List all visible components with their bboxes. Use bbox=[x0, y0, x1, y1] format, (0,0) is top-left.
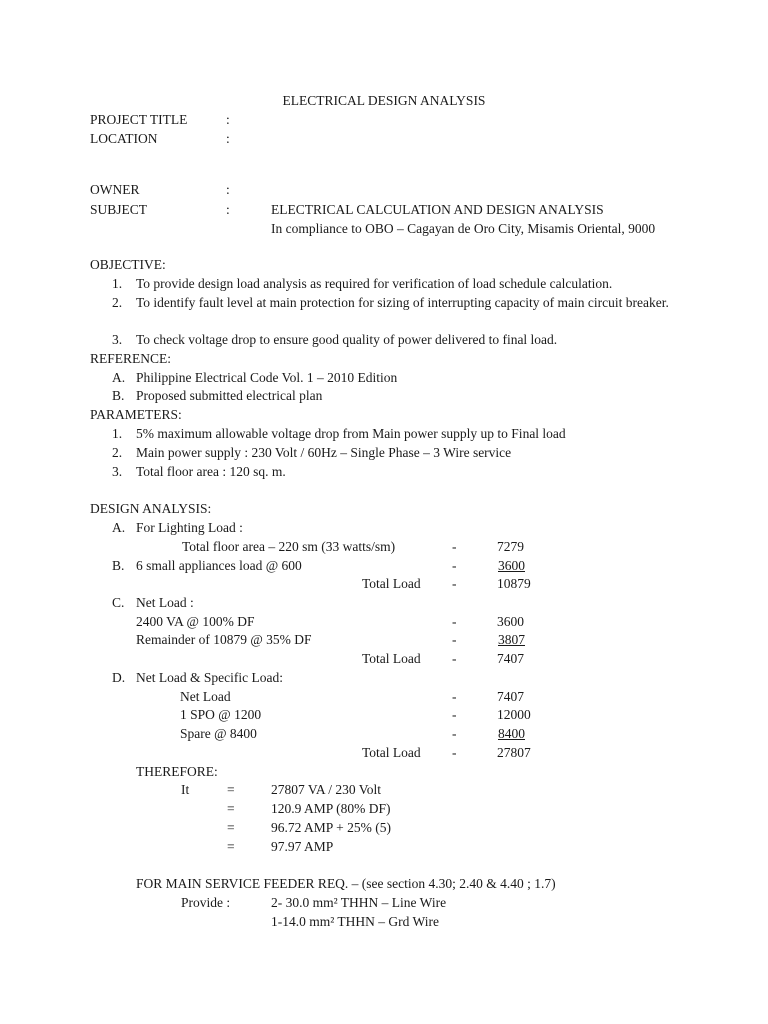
objective-num-2: 2. bbox=[112, 295, 123, 310]
design-d-row-3-underlined bbox=[452, 726, 525, 742]
feeder-line-1: 2- 30.0 mm² THHN – Line Wire bbox=[271, 895, 447, 910]
therefore-eq-2: = bbox=[227, 801, 235, 816]
project-title-colon: : bbox=[226, 112, 230, 127]
therefore-eq-4: = bbox=[227, 839, 235, 854]
design-d-row-2-value: 12000 bbox=[497, 707, 531, 722]
design-b-total-label: Total Load bbox=[362, 576, 421, 591]
design-c-row-1-value: 3600 bbox=[497, 614, 524, 629]
design-c-row-2-dash: - bbox=[452, 632, 457, 647]
design-num-c: C. bbox=[112, 595, 125, 610]
subject-label: SUBJECT bbox=[90, 202, 148, 217]
design-a-label: For Lighting Load : bbox=[136, 520, 243, 535]
design-c-row-2-value: 3807 bbox=[498, 632, 525, 647]
design-d-row-3-dash: - bbox=[452, 726, 457, 741]
design-num-a: A. bbox=[112, 520, 126, 535]
design-num-b: B. bbox=[112, 558, 125, 573]
design-c-total-dash: - bbox=[452, 651, 457, 666]
parameter-item-2: Main power supply : 230 Volt / 60Hz – Single Phase – 3 Wire service bbox=[136, 445, 512, 460]
design-d-row-1-label: Net Load bbox=[180, 689, 231, 704]
design-d-row-3-value: 8400 bbox=[498, 726, 525, 741]
design-b-dash: - bbox=[452, 558, 457, 573]
design-b-label: 6 small appliances load @ 600 bbox=[136, 558, 302, 573]
design-a-row-label: Total floor area – 220 sm (33 watts/sm) bbox=[182, 539, 396, 554]
subject-colon: : bbox=[226, 202, 230, 217]
design-num-d: D. bbox=[112, 670, 126, 685]
owner-label: OWNER bbox=[90, 182, 140, 197]
document-title: ELECTRICAL DESIGN ANALYSIS bbox=[282, 93, 486, 108]
feeder-line-2: 1-14.0 mm² THHN – Grd Wire bbox=[271, 914, 439, 929]
therefore-line-1: 27807 VA / 230 Volt bbox=[271, 782, 382, 797]
subject-note: In compliance to OBO – Cagayan de Oro City, Misamis Oriental, 9000 bbox=[271, 221, 656, 236]
reference-heading: REFERENCE: bbox=[90, 351, 172, 366]
reference-item-b: Proposed submitted electrical plan bbox=[136, 388, 323, 403]
therefore-heading: THEREFORE: bbox=[136, 764, 218, 779]
feeder-provide-label: Provide : bbox=[181, 895, 231, 910]
design-c-total: 7407 bbox=[497, 651, 524, 666]
design-d-row-2-dash: - bbox=[452, 707, 457, 722]
therefore-eq-1: = bbox=[227, 782, 235, 797]
design-b-total-dash: - bbox=[452, 576, 457, 591]
reference-item-a: Philippine Electrical Code Vol. 1 – 2010 Edition bbox=[136, 370, 398, 385]
design-d-row-3-label: Spare @ 8400 bbox=[180, 726, 257, 741]
design-heading: DESIGN ANALYSIS: bbox=[90, 501, 212, 516]
parameter-item-1: 5% maximum allowable voltage drop from Main power supply up to Final load bbox=[136, 426, 566, 441]
parameter-num-3: 3. bbox=[112, 464, 123, 479]
objective-item-2: To identify fault level at main protection for sizing of interrupting capacity of main circuit breaker. bbox=[136, 295, 669, 310]
objective-item-1: To provide design load analysis as required for verification of load schedule calculation. bbox=[136, 276, 613, 291]
design-c-row-2-label: Remainder of 10879 @ 35% DF bbox=[136, 632, 312, 647]
reference-num-b: B. bbox=[112, 388, 125, 403]
therefore-eq-3: = bbox=[227, 820, 235, 835]
parameter-item-3: Total floor area : 120 sq. m. bbox=[136, 464, 286, 479]
therefore-line-3: 96.72 AMP + 25% (5) bbox=[271, 820, 391, 835]
project-title-label: PROJECT TITLE bbox=[90, 112, 188, 127]
design-b-value: 3600 bbox=[498, 558, 525, 573]
location-label: LOCATION bbox=[90, 131, 158, 146]
design-d-row-1-value: 7407 bbox=[497, 689, 524, 704]
design-d-row-1-dash: - bbox=[452, 689, 457, 704]
objective-heading: OBJECTIVE: bbox=[90, 257, 166, 272]
therefore-line-2: 120.9 AMP (80% DF) bbox=[271, 801, 391, 816]
design-b-total: 10879 bbox=[497, 576, 531, 591]
owner-colon: : bbox=[226, 182, 230, 197]
parameter-num-2: 2. bbox=[112, 445, 123, 460]
reference-num-a: A. bbox=[112, 370, 126, 385]
design-d-row-2-label: 1 SPO @ 1200 bbox=[180, 707, 262, 722]
design-d-total-label: Total Load bbox=[362, 745, 421, 760]
therefore-line-4: 97.97 AMP bbox=[271, 839, 334, 854]
design-d-total: 27807 bbox=[497, 745, 531, 760]
objective-item-3: To check voltage drop to ensure good quality of power delivered to final load. bbox=[136, 332, 558, 347]
design-c-row-1-label: 2400 VA @ 100% DF bbox=[136, 614, 255, 629]
design-b-value-underlined bbox=[452, 558, 525, 574]
subject-value: ELECTRICAL CALCULATION AND DESIGN ANALYSIS bbox=[271, 202, 604, 217]
design-a-value: 7279 bbox=[497, 539, 524, 554]
design-c-row-1-dash: - bbox=[452, 614, 457, 629]
therefore-it-label: It bbox=[181, 782, 190, 797]
objective-num-1: 1. bbox=[112, 276, 123, 291]
design-c-label: Net Load : bbox=[136, 595, 194, 610]
design-c-total-label: Total Load bbox=[362, 651, 421, 666]
parameter-num-1: 1. bbox=[112, 426, 123, 441]
design-a-dash: - bbox=[452, 539, 457, 554]
parameters-heading: PARAMETERS: bbox=[90, 407, 182, 422]
design-d-total-dash: - bbox=[452, 745, 457, 760]
feeder-heading: FOR MAIN SERVICE FEEDER REQ. – (see section 4.30; 2.40 & 4.40 ; 1.7) bbox=[136, 876, 556, 891]
design-c-row-2-underlined bbox=[452, 632, 525, 648]
location-colon: : bbox=[226, 131, 230, 146]
design-d-label: Net Load & Specific Load: bbox=[136, 670, 283, 685]
objective-num-3: 3. bbox=[112, 332, 123, 347]
